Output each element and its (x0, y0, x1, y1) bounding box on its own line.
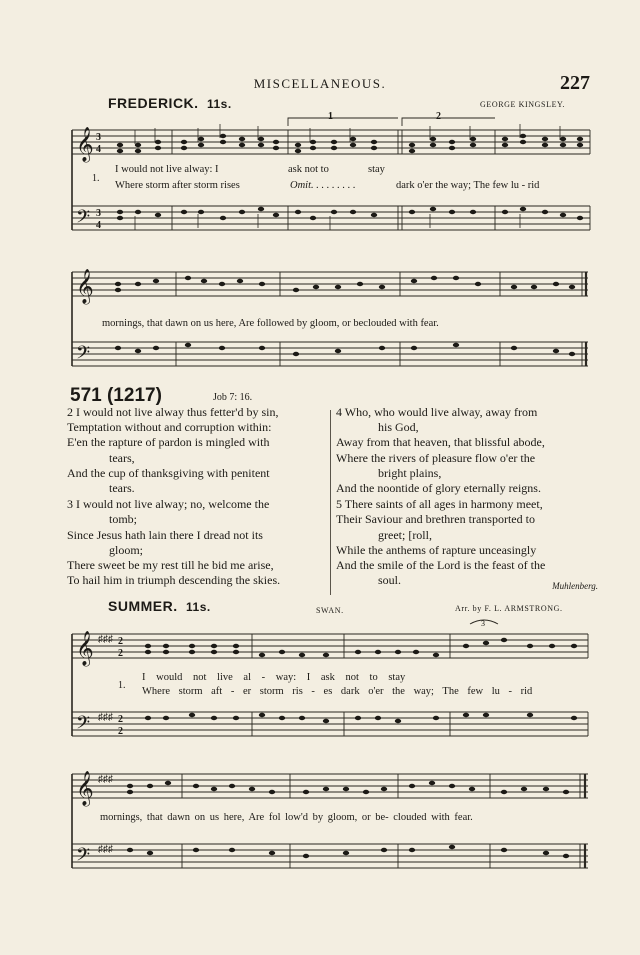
svg-text:4: 4 (96, 144, 101, 155)
stanza-line: tomb; (109, 512, 138, 527)
stanza-line: 5 There saints of all ages in harmony meet, (336, 497, 543, 512)
stanza-line: Temptation without and corruption within: (67, 420, 272, 435)
tune1-meter: 11s. (206, 97, 232, 111)
tune2-lyric-line1: I would not live al - way: I ask not to stay (142, 672, 406, 683)
stanza-line: And the cup of thanksgiving with penitent (67, 465, 270, 480)
tune1-lyric-line2b: dark o'er the way; The few lu - rid (396, 180, 540, 191)
svg-text:♯♯♯: ♯♯♯ (98, 712, 113, 723)
svg-text:3: 3 (481, 619, 485, 628)
scripture-reference: Job 7: 16. (213, 392, 253, 403)
tune1-lyric-line1b: ask not to (288, 164, 329, 175)
svg-text:2: 2 (118, 648, 123, 659)
tune2-system2-score (0, 758, 640, 888)
stanza-line: To hail him in triumph descending the skies. (67, 573, 281, 588)
tune2-lyric-line2: Where storm aft - er storm ris - es dark o'er the way; The few lu - rid (142, 686, 533, 697)
svg-text:𝄞: 𝄞 (76, 631, 94, 666)
tune2-meter: 11s. (186, 600, 211, 614)
tune1-lyric-line2a: Where storm after storm rises (115, 180, 240, 191)
svg-text:𝄢: 𝄢 (76, 207, 91, 232)
stanza-line: Since Jesus hath lain there I dread not its (67, 527, 263, 542)
tune1-lyric-line1a: I would not live alway: I (115, 164, 219, 175)
page-number: 227 (560, 72, 590, 94)
tune1-omit-note: Omit. . . . . . . . . (290, 180, 356, 191)
stanza-line: his God, (378, 420, 419, 435)
svg-text:𝄞: 𝄞 (76, 269, 94, 304)
tune2-arranger: Arr. by F. L. ARMSTRONG. (455, 604, 563, 613)
stanza-line: And the smile of the Lord is the feast of the (336, 558, 546, 573)
svg-text:4: 4 (96, 220, 101, 231)
svg-text:♯♯♯: ♯♯♯ (98, 774, 113, 785)
tune1-lyric-system2: mornings, that dawn on us here, Are followed by gloom, or beclouded with fear. (102, 318, 439, 329)
tune1-verse-label: 1. (92, 173, 100, 184)
stanza-line: 3 I would not live alway; no, welcome the (67, 497, 270, 512)
left-stanza (67, 497, 327, 588)
stanza-line: tears, (109, 450, 135, 465)
svg-text:𝄢: 𝄢 (76, 713, 91, 738)
stanza-line: 2 I would not live alway thus fetter'd by sin, (67, 405, 279, 419)
tune1-lyric-line1c: stay (368, 164, 385, 175)
svg-text:2: 2 (118, 726, 123, 737)
running-header (0, 74, 640, 94)
stanza-line: There sweet be my rest till he bid me arise, (67, 558, 274, 573)
stanza-line: tears. (109, 481, 135, 496)
right-stanza (336, 497, 596, 588)
section-title: MISCELLANEOUS. (253, 76, 387, 91)
hymn-author: Muhlenberg. (552, 581, 598, 591)
stanza-line: 4 Who, who would live alway, away from (336, 405, 538, 419)
svg-text:𝄢: 𝄢 (76, 845, 91, 870)
stanza-line: Away from that heaven, that blissful abode, (336, 435, 545, 450)
ending-mark-1: 1 (328, 111, 333, 122)
svg-text:𝄢: 𝄢 (76, 343, 91, 368)
stanza-line: gloom; (109, 542, 144, 557)
tune1-name: FREDERICK. (108, 95, 199, 111)
tune2-verse-label: 1. (118, 680, 126, 691)
ending-mark-2: 2 (436, 111, 441, 122)
svg-text:2: 2 (118, 636, 123, 647)
tune1-composer: GEORGE KINGSLEY. (480, 100, 566, 109)
right-stanza (336, 405, 596, 496)
stanza-line: bright plains, (378, 465, 442, 480)
svg-text:♯♯♯: ♯♯♯ (98, 844, 113, 855)
svg-text:3: 3 (96, 208, 101, 219)
svg-text:3: 3 (96, 132, 101, 143)
tune2-lyric-system2: mornings, that dawn on us here, Are fol low'd by gloom, or be- clouded with fear. (100, 812, 473, 823)
stanza-line: While the anthems of rapture unceasingly (336, 542, 537, 557)
stanza-line: E'en the rapture of pardon is mingled with (67, 435, 270, 450)
svg-text:𝄞: 𝄞 (76, 771, 94, 806)
svg-text:♯♯♯: ♯♯♯ (98, 634, 113, 645)
hymn-text-right-column (336, 405, 596, 589)
stanza-line: Their Saviour and brethren transported to (336, 512, 535, 527)
stanza-line: greet; [roll, (378, 527, 432, 542)
tune2-name: SUMMER. (108, 598, 178, 614)
svg-text:𝄞: 𝄞 (76, 127, 94, 162)
stanza-line: And the noontide of glory eternally reigns. (336, 481, 541, 496)
hymn-number: 571 (1217) (70, 385, 162, 406)
column-divider (330, 410, 331, 595)
hymn-text-left-column (67, 405, 327, 589)
stanza-line: Where the rivers of pleasure flow o'er the (336, 450, 536, 465)
stanza-line: soul. (378, 573, 402, 588)
svg-text:2: 2 (118, 714, 123, 725)
left-stanza (67, 405, 327, 496)
tune2-subtitle: SWAN. (316, 606, 344, 615)
